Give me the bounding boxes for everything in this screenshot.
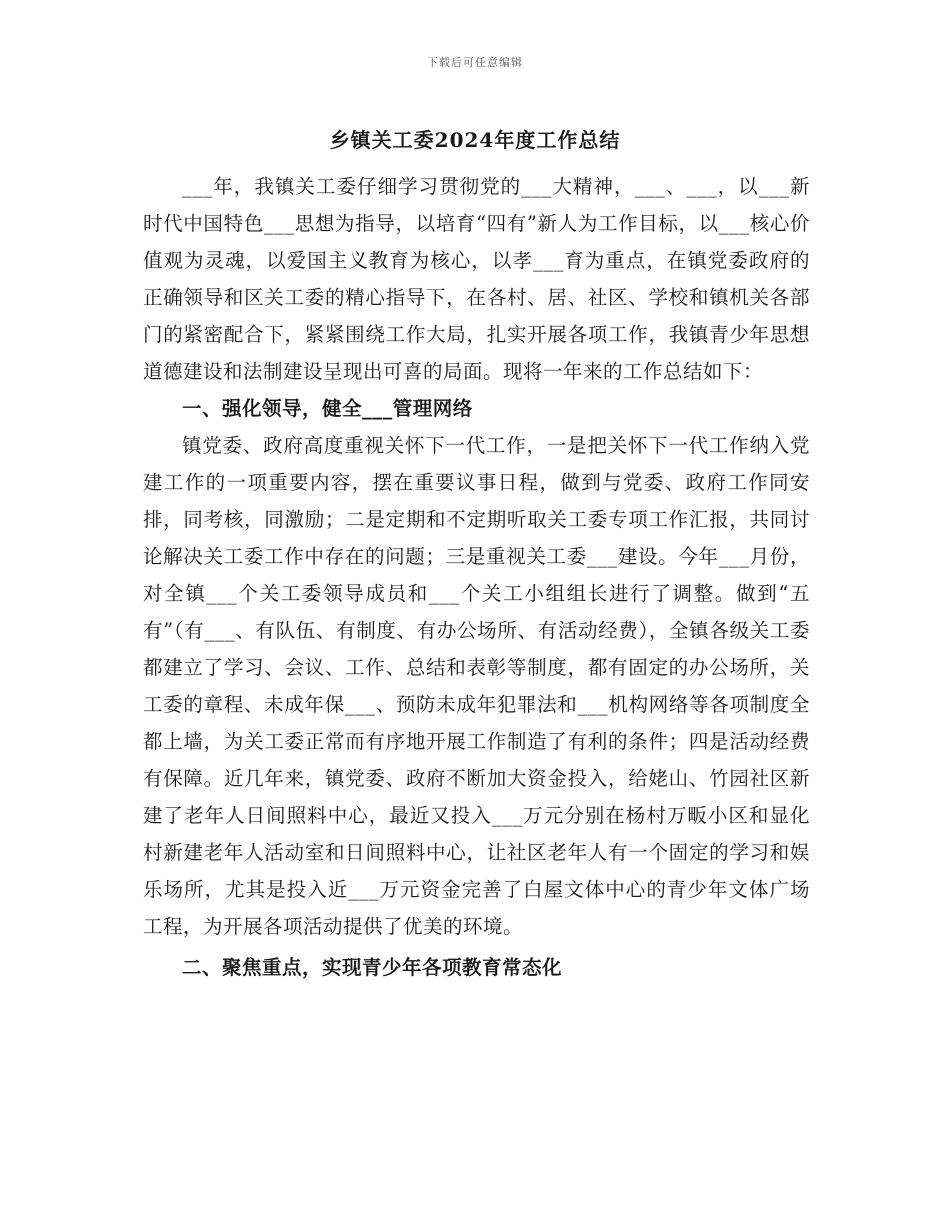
- document-body: [143, 168, 810, 986]
- section-heading-2: 二、聚焦重点，实现青少年各项教育常态化: [182, 956, 563, 979]
- intro-paragraph: ___年，我镇关工委仔细学习贯彻党的___大精神，___、___，以___新时代中国特色___思想为指导，以培育“四有”新人为工作目标，以___核心价值观为灵魂，以爱国主义教育为核心，以孝___育为重点，在镇党委政府的正确领导和区关工委的精心指导下，在各村、居、社区、学校和镇机关各部门的紧密配合下，紧紧围绕工作大局，扎实开展各项工作，我镇青少年思想道德建设和法制建设呈现出可喜的局面。现将一年来的工作总结如下：: [143, 175, 810, 383]
- header-note: 下载后可任意编辑: [427, 56, 523, 69]
- document-title: 乡镇关工委2024年度工作总结: [329, 128, 621, 152]
- section-1-paragraph: 镇党委、政府高度重视关怀下一代工作，一是把关怀下一代工作纳入党建工作的一项重要内容，摆在重要议事日程，做到与党委、政府工作同安排，同考核，同激励；二是定期和不定期听取关工委专项工作汇报，共同讨论解决关工委工作中存在的问题；三是重视关工委___建设。今年___月份，对全镇___个关工委领导成员和___个关工小组组长进行了调整。做到“五有”（有___、有队伍、有制度、有办公场所、有活动经费），全镇各级关工委都建立了学习、会议、工作、总结和表彰等制度，都有固定的办公场所，关工委的章程、未成年保___、预防未成年犯罪法和___机构网络等各项制度全都上墙，为关工委正常而有序地开展工作制造了有利的条件；四是活动经费有保障。近几年来，镇党委、政府不断加大资金投入，给姥山、竹园社区新建了老年人日间照料中心，最近又投入___万元分别在杨村万畈小区和显化村新建老年人活动室和日间照料中心，让社区老年人有一个固定的学习和娱乐场所，尤其是投入近___万元资金完善了白屋文体中心的青少年文体广场工程，为开展各项活动提供了优美的环境。: [143, 434, 810, 938]
- section-heading-1: 一、强化领导，健全___管理网络: [182, 397, 473, 420]
